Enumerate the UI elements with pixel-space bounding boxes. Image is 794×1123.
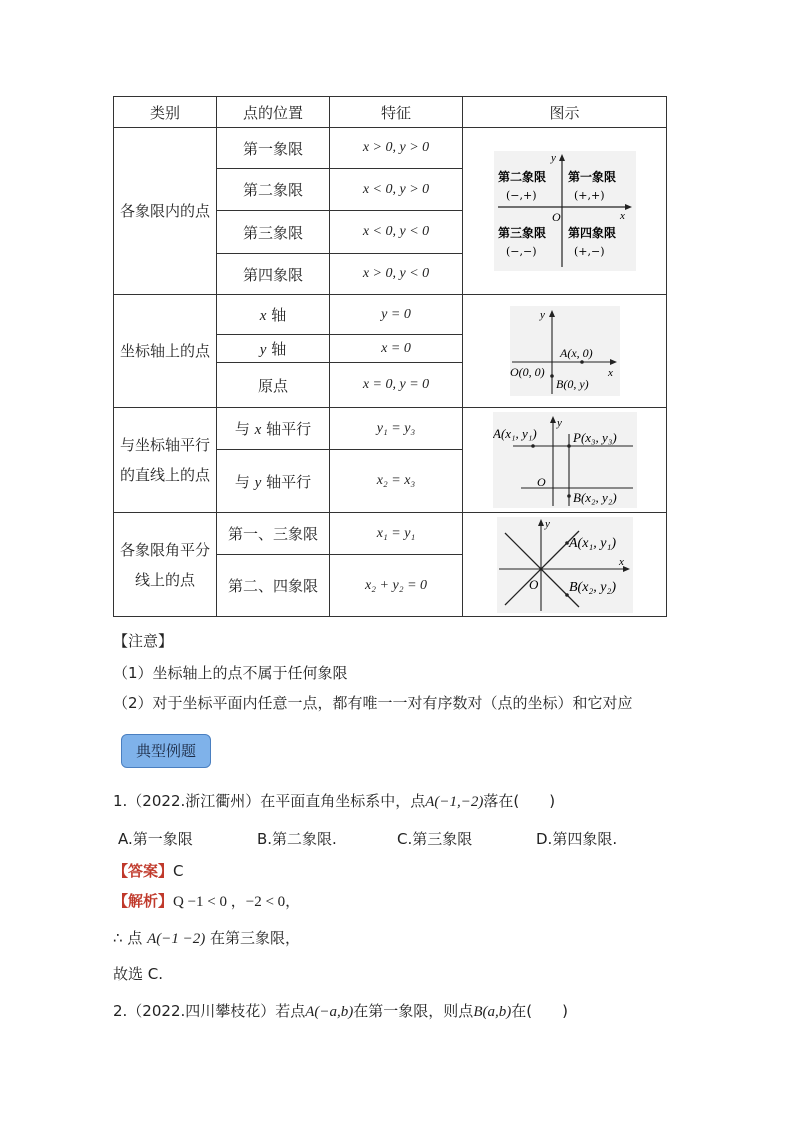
note-item-2: （2）对于坐标平面内任意一点，都有唯一一对有序数对（点的坐标）和它对应 <box>113 694 633 712</box>
q2-sign: (−,+) <box>505 189 537 202</box>
question-1-stem <box>113 790 555 811</box>
question-2-stem <box>113 1000 568 1021</box>
origin-label: O <box>536 475 546 489</box>
category-bisector-points: 各象限角平分线上的点 <box>114 513 217 617</box>
figure-axes <box>463 295 667 408</box>
figure-quadrants <box>463 128 667 295</box>
therefore-point: A(−1 −2) <box>147 931 206 947</box>
feature-cell: x < 0, y < 0 <box>330 211 463 254</box>
feature-cell: y = 0 <box>330 295 463 335</box>
position-text: 轴 <box>271 340 287 358</box>
question-1-analysis <box>113 890 300 911</box>
question-1-answer <box>113 860 184 881</box>
header-feature: 特征 <box>330 97 463 128</box>
table-row <box>114 513 667 555</box>
point-b-label: B(x₂, y₂) <box>572 490 617 505</box>
q1-point: A(−1,−2) <box>425 794 484 810</box>
x-axis-label: x <box>619 210 625 222</box>
position-var: x <box>259 308 267 324</box>
position-text: 轴 <box>271 306 287 324</box>
position-cell <box>217 408 330 450</box>
question-1-therefore <box>113 927 300 948</box>
point-a-label: A(x, 0) <box>559 346 593 360</box>
point-a-label: A(x₁, y₁) <box>492 426 537 441</box>
therefore-text: ∴ 点 <box>113 929 143 947</box>
position-cell <box>217 335 330 363</box>
q2-mid: 在第一象限，则点 <box>353 1002 474 1020</box>
q4-sign: (+,−) <box>573 245 605 258</box>
category-quadrant-points: 各象限内的点 <box>114 128 217 295</box>
option-d[interactable]: D.第四象限. <box>536 830 618 848</box>
q1-sign: (+,+) <box>573 189 605 202</box>
position-cell: 原点 <box>217 363 330 408</box>
q2-point-b: B(a,b) <box>473 1004 512 1020</box>
table-row <box>114 295 667 335</box>
option-b[interactable]: B.第二象限. <box>257 830 337 848</box>
feature-cell: x < 0, y > 0 <box>330 169 463 211</box>
point-b-label: B(0, y) <box>555 377 589 391</box>
position-pre: 与 <box>234 472 250 491</box>
position-text: 轴平行 <box>266 472 312 491</box>
header-category: 类别 <box>114 97 217 128</box>
option-c[interactable]: C.第三象限 <box>397 830 473 848</box>
feature-cell: x > 0, y < 0 <box>330 254 463 295</box>
y-axis-label: y <box>544 517 550 530</box>
bisector-diagram <box>497 517 633 613</box>
y-axis-label: y <box>556 417 562 429</box>
point-p-label: P(x₃, y₃) <box>572 430 617 445</box>
position-cell: 第四象限 <box>217 254 330 295</box>
y-axis-label: y <box>539 309 545 321</box>
table-row <box>114 128 667 169</box>
coordinate-points-table <box>113 96 667 617</box>
analysis-label: 【解析】 <box>113 892 174 910</box>
axes-diagram <box>510 306 620 396</box>
feature-cell: y₁ = y₃ <box>330 408 463 450</box>
therefore-tail: 在第三象限， <box>210 929 301 947</box>
feature-cell: x₂ = x₃ <box>330 450 463 513</box>
category-axis-points: 坐标轴上的点 <box>114 295 217 408</box>
option-a[interactable]: A.第一象限 <box>118 830 193 848</box>
position-cell <box>217 450 330 513</box>
q2-label: 第二象限 <box>497 170 546 184</box>
point-a-label: A(x₁, y₁) <box>568 535 616 551</box>
answer-label: 【答案】 <box>113 862 174 880</box>
note-item-1: （1）坐标轴上的点不属于任何象限 <box>113 664 348 682</box>
position-text: 轴平行 <box>266 420 312 438</box>
feature-cell: x = 0, y = 0 <box>330 363 463 408</box>
analysis-text: Q −1 < 0 ，−2 < 0， <box>173 894 301 910</box>
position-var: y <box>259 342 267 358</box>
header-figure: 图示 <box>463 97 667 128</box>
origin-label: O(0, 0) <box>509 365 545 379</box>
position-cell <box>217 295 330 335</box>
feature-cell: x₂ + y₂ = 0 <box>330 555 463 617</box>
feature-cell: x₁ = y₁ <box>330 513 463 555</box>
figure-bisectors <box>463 513 667 617</box>
q2-stem-text: 2.（2022.四川攀枝花）若点 <box>113 1002 306 1020</box>
y-axis-label: y <box>550 152 556 164</box>
q2-point-a: A(−a,b) <box>305 1004 354 1020</box>
q1-stem-text: 1.（2022.浙江衢州）在平面直角坐标系中，点 <box>113 792 426 810</box>
category-parallel-points: 与坐标轴平行的直线上的点 <box>114 408 217 513</box>
position-cell: 第一、三象限 <box>217 513 330 555</box>
figure-parallel <box>463 408 667 513</box>
feature-cell: x = 0 <box>330 335 463 363</box>
q1-tail: 落在( ) <box>483 792 556 810</box>
answer-value: C <box>173 862 184 880</box>
point-b-label: B(x₂, y₂) <box>568 579 616 595</box>
position-var: y <box>254 474 262 491</box>
q3-sign: (−,−) <box>505 245 537 258</box>
position-cell: 第二、四象限 <box>217 555 330 617</box>
feature-cell: x > 0, y > 0 <box>330 128 463 169</box>
x-axis-label: x <box>618 555 624 568</box>
q1-label: 第一象限 <box>567 170 616 184</box>
q2-tail: 在( ) <box>511 1002 568 1020</box>
x-axis-label: x <box>607 367 613 379</box>
position-cell: 第三象限 <box>217 211 330 254</box>
quadrant-diagram <box>494 151 636 271</box>
section-badge-examples: 典型例题 <box>121 734 211 768</box>
q4-label: 第四象限 <box>567 226 616 240</box>
origin-label: O <box>528 576 538 592</box>
parallel-diagram <box>493 412 637 508</box>
position-cell: 第二象限 <box>217 169 330 211</box>
table-row <box>114 408 667 450</box>
question-1-conclusion: 故选 C. <box>113 965 164 983</box>
origin-label: O <box>551 210 561 224</box>
position-var: x <box>254 422 262 438</box>
table-header-row <box>114 97 667 128</box>
q3-label: 第三象限 <box>497 226 546 240</box>
position-cell: 第一象限 <box>217 128 330 169</box>
header-position: 点的位置 <box>217 97 330 128</box>
notes-title: 【注意】 <box>113 632 174 650</box>
position-pre: 与 <box>234 420 250 438</box>
